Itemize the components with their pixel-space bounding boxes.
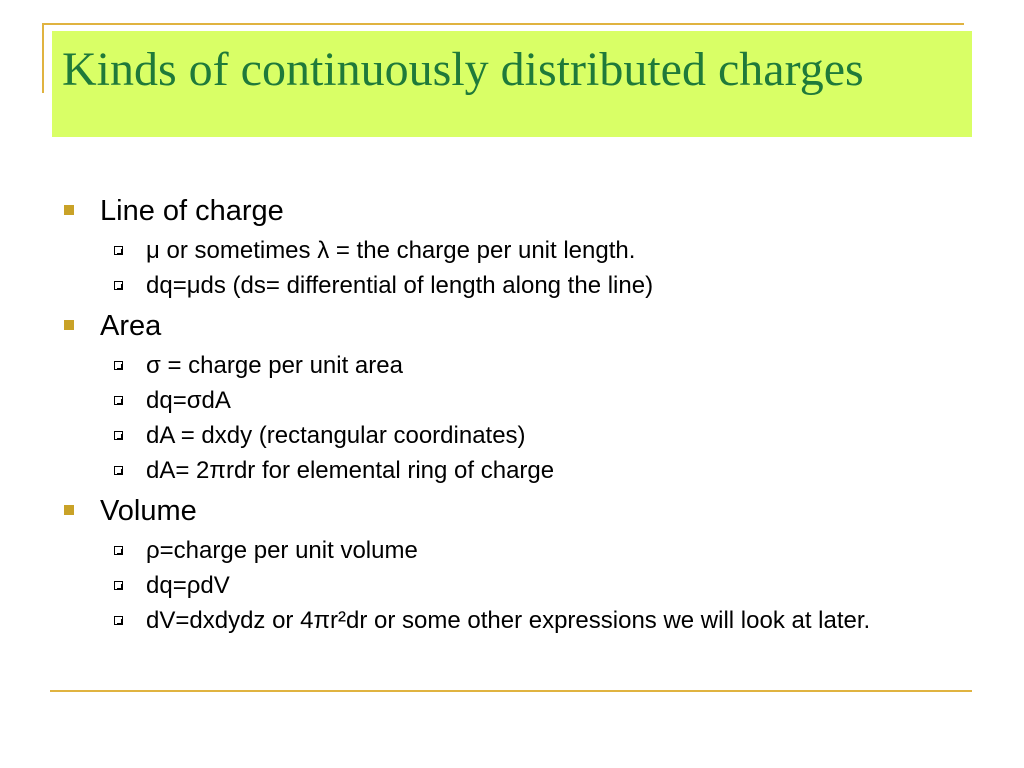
section-line-of-charge	[62, 192, 982, 230]
list-item-text: σ = charge per unit area	[146, 352, 403, 379]
list-item	[62, 237, 982, 265]
slide-content	[62, 192, 982, 642]
section-heading: Line of charge	[100, 195, 284, 227]
checkbox-bullet-icon	[114, 361, 123, 370]
frame-top-line	[42, 23, 964, 25]
list-item	[62, 272, 982, 300]
list-item-text: dA= 2πrdr for elemental ring of charge	[146, 457, 555, 484]
list-item	[62, 607, 982, 635]
square-bullet-icon	[64, 505, 74, 515]
checkbox-bullet-icon	[114, 281, 123, 290]
list-item-text: dV=dxdydz or 4πr²dr or some other expressions we will look at later.	[146, 607, 871, 634]
section-heading: Area	[100, 310, 162, 342]
list-item	[62, 422, 982, 450]
checkbox-bullet-icon	[114, 581, 123, 590]
list-item	[62, 537, 982, 565]
list-item-text: ρ=charge per unit volume	[146, 537, 418, 564]
list-item-text: dq=μds (ds= differential of length along the line)	[146, 272, 654, 299]
checkbox-bullet-icon	[114, 616, 123, 625]
frame-left-line	[42, 23, 44, 93]
list-item	[62, 352, 982, 380]
list-item	[62, 457, 982, 485]
checkbox-bullet-icon	[114, 431, 123, 440]
checkbox-bullet-icon	[114, 546, 123, 555]
list-item-text: dq=ρdV	[146, 572, 230, 599]
checkbox-bullet-icon	[114, 396, 123, 405]
list-item	[62, 387, 982, 415]
section-volume	[62, 492, 982, 530]
square-bullet-icon	[64, 205, 74, 215]
section-heading: Volume	[100, 495, 197, 527]
square-bullet-icon	[64, 320, 74, 330]
list-item-text: μ or sometimes λ = the charge per unit length.	[146, 237, 636, 264]
frame-bottom-line	[50, 690, 972, 692]
checkbox-bullet-icon	[114, 466, 123, 475]
list-item-text: dq=σdA	[146, 387, 231, 414]
checkbox-bullet-icon	[114, 246, 123, 255]
section-area	[62, 307, 982, 345]
list-item-text: dA = dxdy (rectangular coordinates)	[146, 422, 526, 449]
list-item	[62, 572, 982, 600]
slide-title: Kinds of continuously distributed charges	[62, 43, 864, 96]
